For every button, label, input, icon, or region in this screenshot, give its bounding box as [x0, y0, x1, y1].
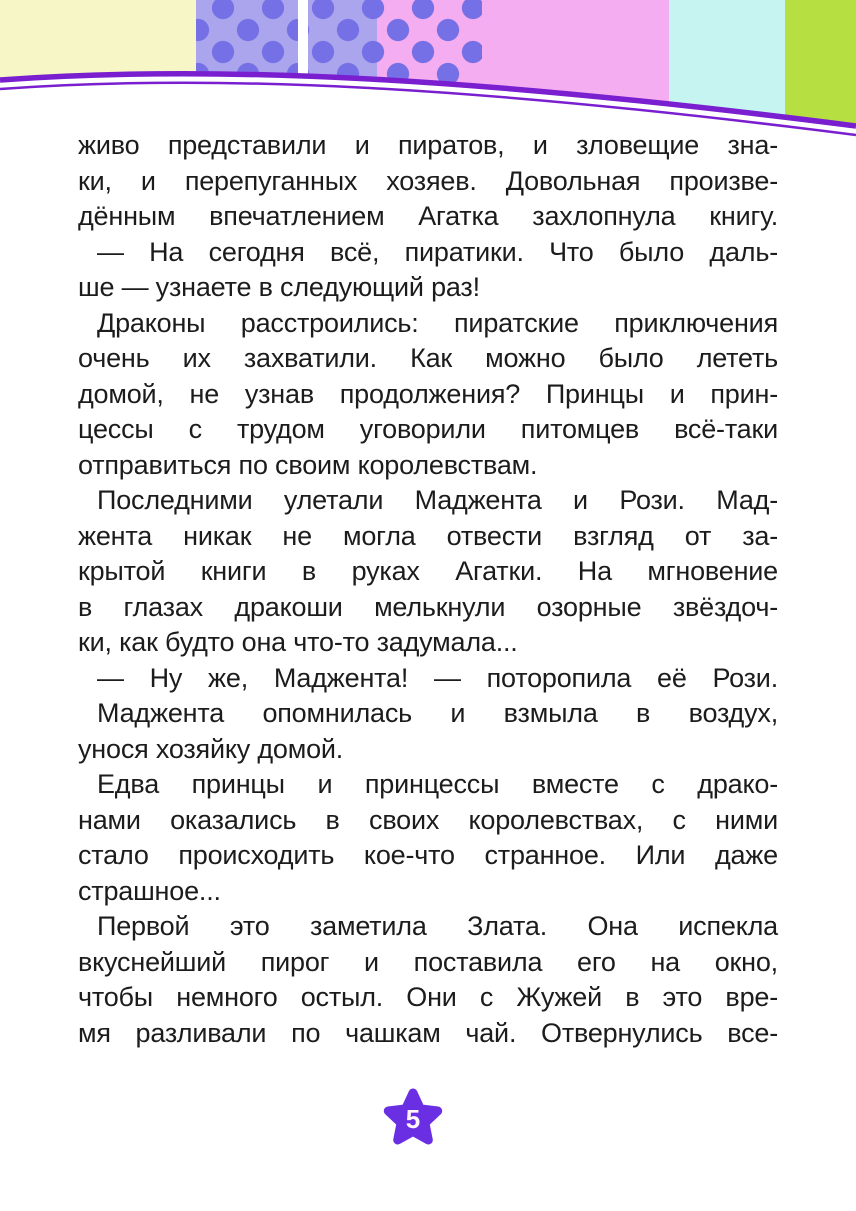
star-icon	[382, 1086, 444, 1152]
text-line: в глазах дракоши мелькнули озорные звёздоч-	[78, 591, 778, 622]
story-text	[78, 128, 778, 1051]
text-line: ки, и перепуганных хозяев. Довольная произве-	[78, 165, 778, 196]
text-line: ше — узнаете в следующий раз!	[78, 272, 480, 302]
page-number: 5	[405, 1104, 421, 1134]
text-line: цессы с трудом уговорили питомцев всё-таки	[78, 414, 778, 444]
text-line: очень их захватили. Как можно было лететь	[78, 343, 778, 373]
text-line: отправиться по своим королевствам.	[78, 449, 538, 480]
text-line: мя разливали по чашкам чай. Отвернулись все-	[78, 1017, 778, 1048]
text-line: вкуснейший пирог и поставила его на окно,	[78, 946, 778, 977]
text-line: живо представили и пиратов, и зловещие зна-	[78, 130, 778, 160]
text-line: — На сегодня всё, пиратики. Что было даль-	[97, 236, 778, 267]
text-line: чтобы немного остыл. Они с Жужей в это вре-	[78, 982, 778, 1012]
text-line: унося хозяйку домой.	[78, 733, 344, 764]
text-line: дённым впечатлением Агатка захлопнула книгу.	[78, 201, 778, 231]
text-line: — Ну же, Маджента! — поторопила её Рози.	[97, 662, 778, 693]
text-line: Маджента опомнилась и взмыла в воздух,	[97, 698, 778, 728]
page-number-star	[382, 1086, 444, 1152]
text-line: Первой это заметила Злата. Она испекла	[97, 911, 778, 941]
text-line: стало происходить кое-что странное. Или даже	[78, 840, 778, 870]
text-line: нами оказались в своих королевствах, с ними	[78, 804, 778, 835]
text-line: Драконы расстроились: пиратские приключения	[97, 307, 778, 338]
text-line: страшное...	[78, 875, 221, 906]
text-line: ки, как будто она что-то задумала...	[78, 627, 518, 657]
text-line: Последними улетали Маджента и Рози. Мад-	[97, 485, 778, 515]
text-line: жента никак не могла отвести взгляд от за-	[78, 520, 778, 551]
text-line: Едва принцы и принцессы вместе с драко-	[97, 769, 778, 799]
text-line: крытой книги в руках Агатки. На мгновение	[78, 556, 778, 586]
text-line: домой, не узнав продолжения? Принцы и прин-	[78, 378, 778, 409]
